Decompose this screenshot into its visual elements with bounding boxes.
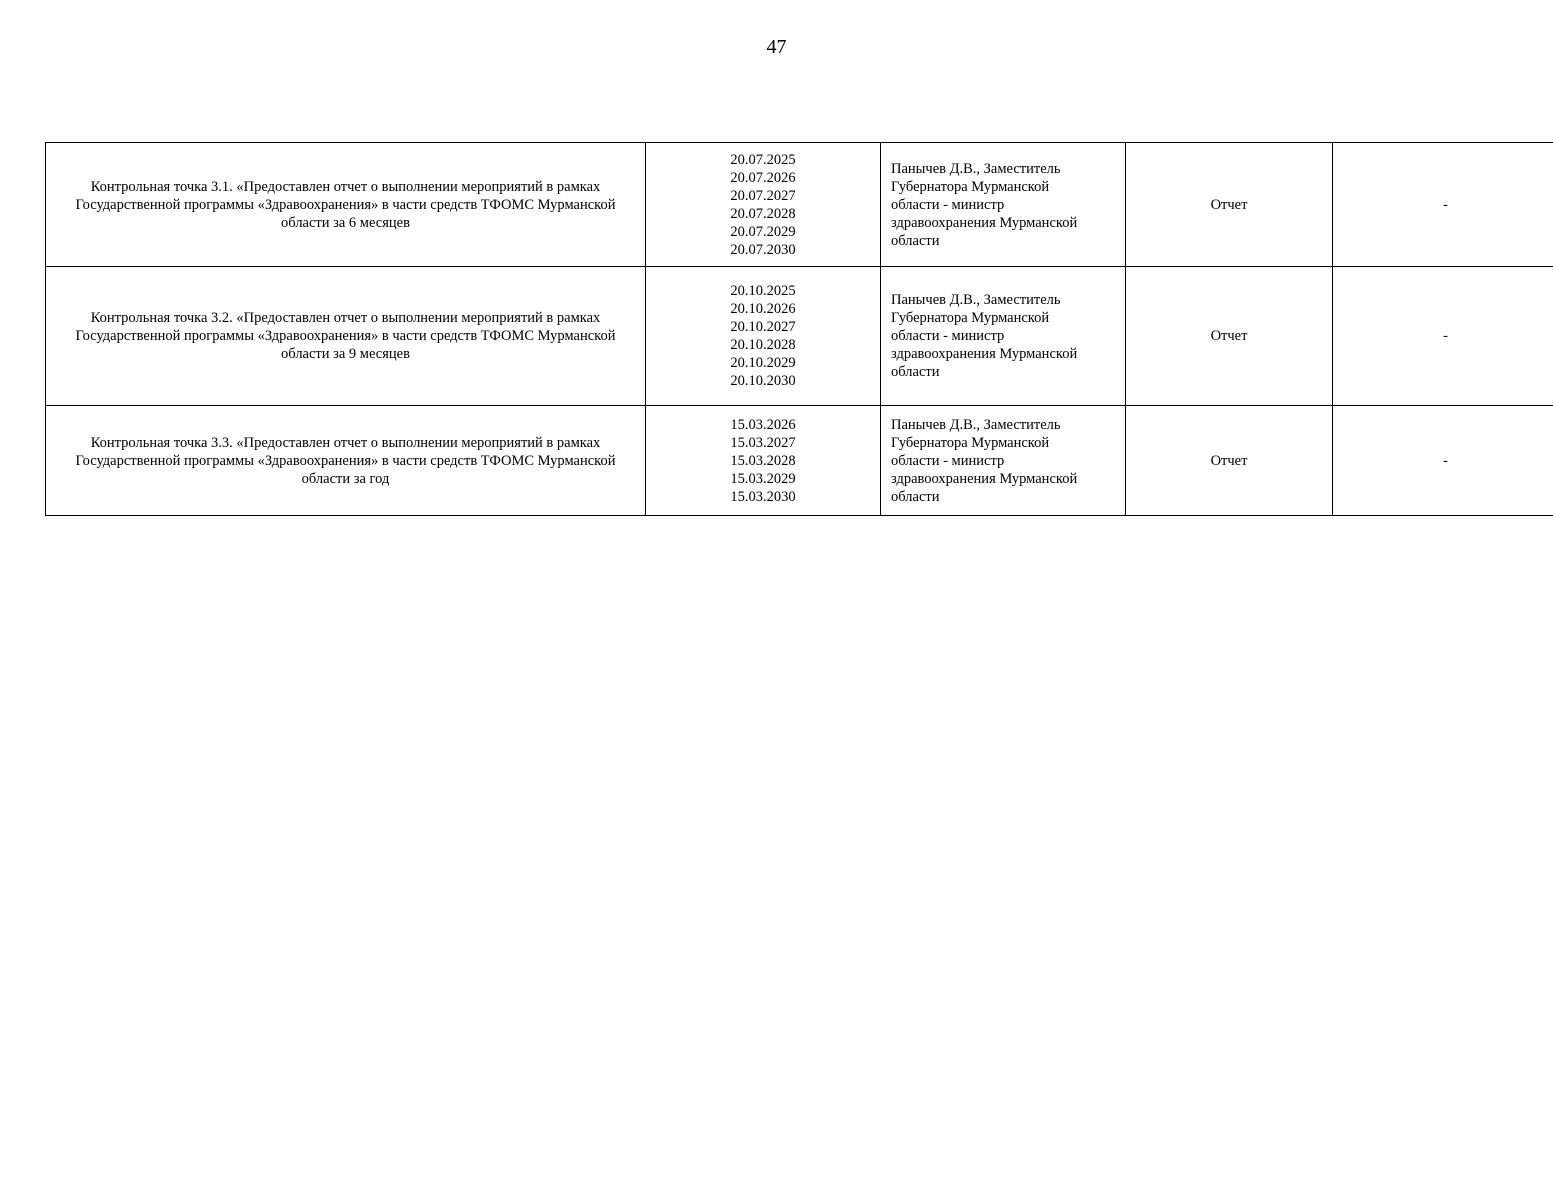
responsible-line: Панычев Д.В., Заместитель	[891, 416, 1061, 433]
description-cell: Контрольная точка 3.1. «Предоставлен отчет о выполнении мероприятий в рамках Государственной программы «Здравоохранения» в части средств ТФОМС Мурманской области за 6 месяцев	[46, 143, 646, 267]
date-value: 20.07.2028	[730, 205, 796, 222]
document-type-cell: Отчет	[1126, 143, 1333, 267]
responsible-line: области	[891, 488, 940, 505]
responsible-line: области - министр	[891, 328, 1005, 344]
date-value: 15.03.2026	[730, 416, 796, 433]
date-value: 15.03.2029	[730, 470, 796, 487]
responsible-line: Губернатора Мурманской	[891, 310, 1050, 326]
date-value: 20.07.2025	[730, 151, 796, 168]
dates-cell	[646, 267, 881, 406]
extra-cell: -	[1333, 267, 1553, 406]
extra-cell: -	[1333, 143, 1553, 267]
date-value: 20.10.2028	[730, 337, 796, 353]
table-row	[46, 143, 1553, 267]
date-value: 15.03.2028	[730, 452, 796, 469]
date-value: 20.10.2029	[730, 355, 796, 371]
date-value: 20.10.2027	[730, 319, 796, 335]
date-value: 20.10.2025	[730, 283, 796, 299]
table-row	[46, 267, 1553, 406]
responsible-line: области	[891, 232, 940, 249]
responsible-line: здравоохранения Мурманской	[891, 346, 1078, 362]
responsible-line: Панычев Д.В., Заместитель	[891, 292, 1061, 308]
date-value: 20.07.2027	[730, 187, 796, 204]
document-type-cell: Отчет	[1126, 406, 1333, 516]
responsible-line: Панычев Д.В., Заместитель	[891, 160, 1061, 177]
date-value: 20.07.2029	[730, 223, 796, 240]
dates-cell	[646, 143, 881, 267]
responsible-line: области	[891, 364, 940, 380]
responsible-line: области - министр	[891, 452, 1005, 469]
responsible-cell	[881, 143, 1126, 267]
date-value: 15.03.2027	[730, 434, 796, 451]
responsible-line: Губернатора Мурманской	[891, 178, 1050, 195]
date-value: 20.10.2030	[730, 373, 796, 389]
document-type-cell: Отчет	[1126, 267, 1333, 406]
responsible-line: здравоохранения Мурманской	[891, 470, 1078, 487]
dates-cell	[646, 406, 881, 516]
responsible-line: Губернатора Мурманской	[891, 434, 1050, 451]
description-cell: Контрольная точка 3.2. «Предоставлен отчет о выполнении мероприятий в рамках Государственной программы «Здравоохранения» в части средств ТФОМС Мурманской области за 9 месяцев	[46, 267, 646, 406]
table-row	[46, 406, 1553, 516]
date-value: 20.07.2030	[730, 241, 796, 258]
description-cell: Контрольная точка 3.3. «Предоставлен отчет о выполнении мероприятий в рамках Государственной программы «Здравоохранения» в части средств ТФОМС Мурманской области за год	[46, 406, 646, 516]
date-value: 20.10.2026	[730, 301, 796, 317]
responsible-cell	[881, 267, 1126, 406]
responsible-cell	[881, 406, 1126, 516]
responsible-line: области - министр	[891, 196, 1005, 213]
extra-cell: -	[1333, 406, 1553, 516]
control-points-table	[45, 142, 1553, 516]
date-value: 15.03.2030	[730, 488, 796, 505]
page-number: 47	[766, 36, 787, 58]
date-value: 20.07.2026	[730, 169, 796, 186]
responsible-line: здравоохранения Мурманской	[891, 214, 1078, 231]
